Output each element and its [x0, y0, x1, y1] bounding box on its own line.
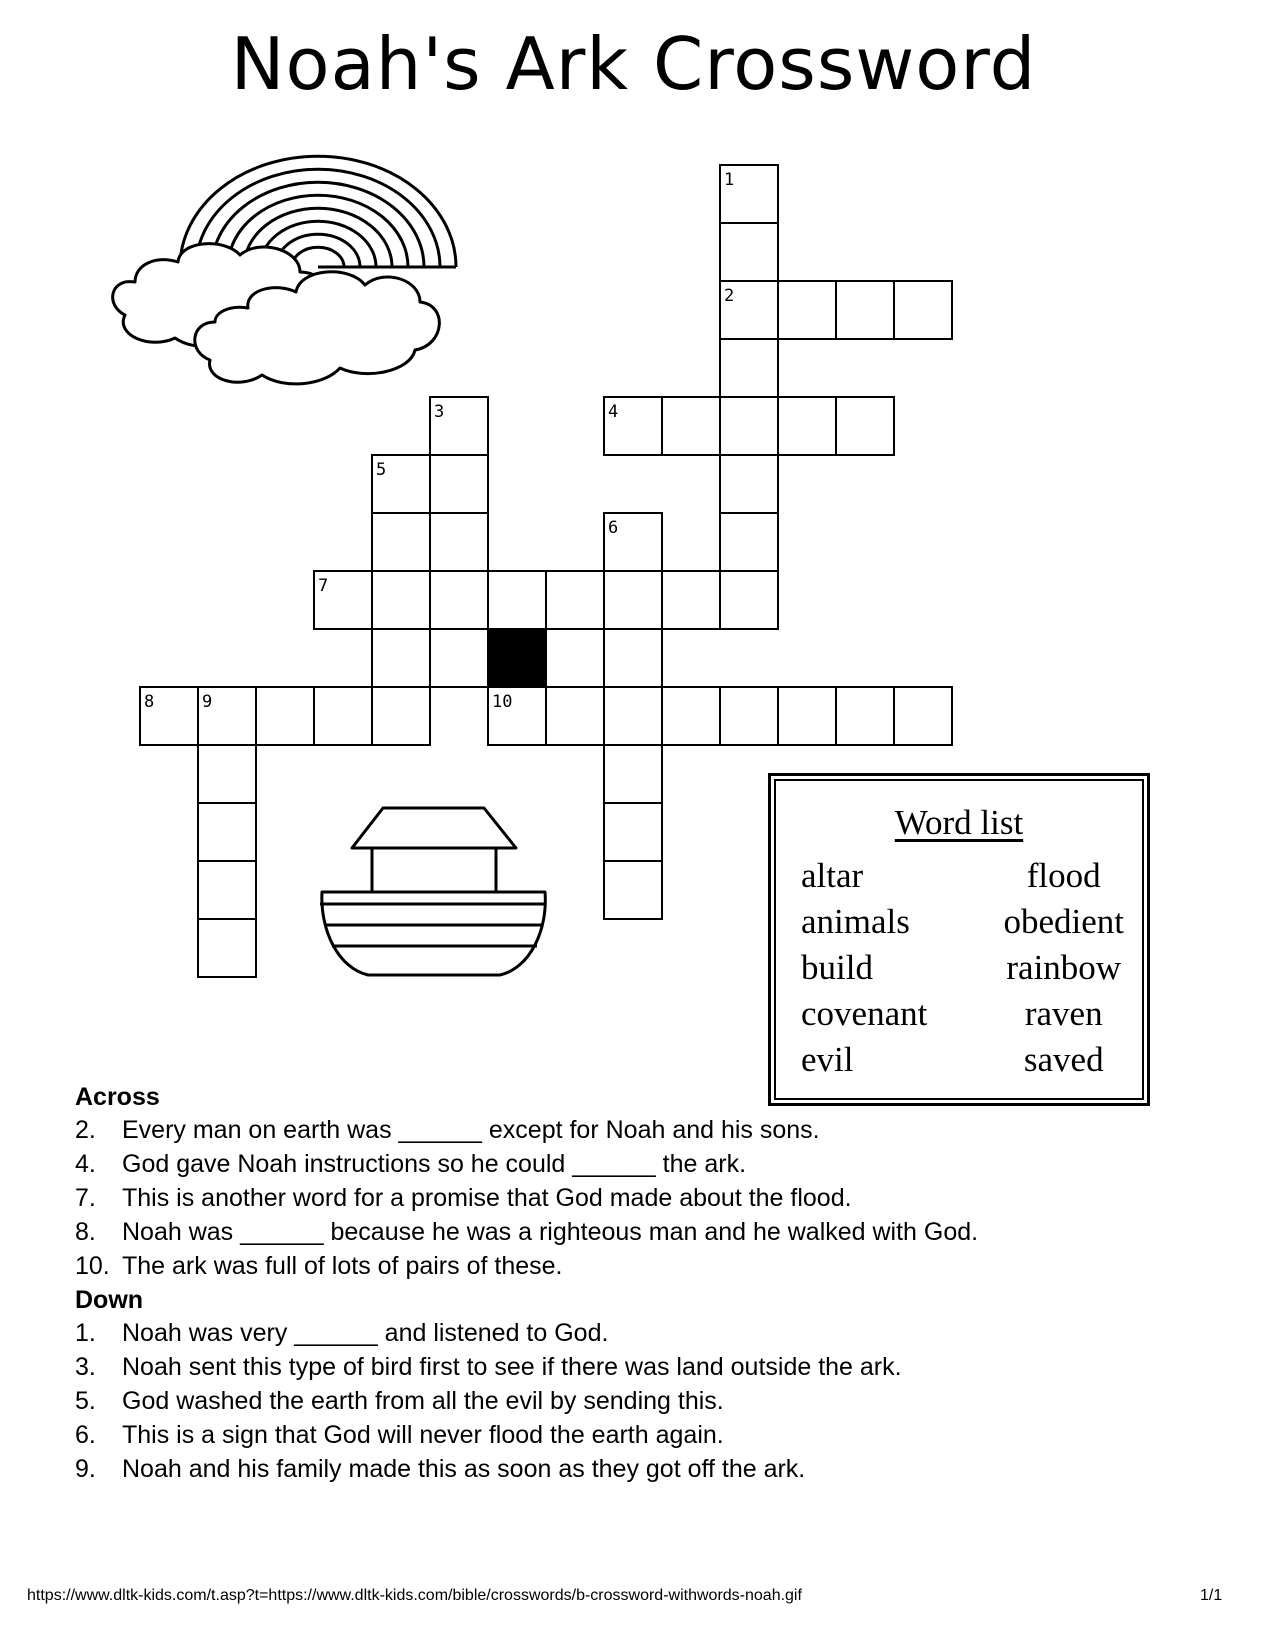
clue-number: 9. [75, 1455, 96, 1483]
clue-text: God washed the earth from all the evil by sending this. [122, 1387, 724, 1415]
clue-number: 8. [75, 1218, 96, 1246]
crossword-cell[interactable] [546, 571, 604, 629]
crossword-cell[interactable] [720, 223, 778, 281]
crossword-cell[interactable] [894, 281, 952, 339]
clue-item [75, 1215, 978, 1249]
crossword-cell[interactable] [720, 571, 778, 629]
crossword-cell[interactable] [778, 687, 836, 745]
crossword-cell[interactable] [604, 571, 662, 629]
clue-item [75, 1249, 978, 1283]
clue-item [75, 1384, 902, 1418]
crossword-cell[interactable] [198, 745, 256, 803]
across-heading: Across [75, 1083, 160, 1111]
crossword-cell[interactable] [372, 687, 430, 745]
crossword-cell[interactable] [836, 397, 894, 455]
clue-text: Noah was ______ because he was a righteous man and he walked with God. [122, 1218, 979, 1246]
crossword-cell-number: 6 [608, 518, 619, 538]
footer-page-number: 1/1 [1200, 1587, 1223, 1604]
word-list-item: evil [801, 1040, 854, 1079]
crossword-cell-number: 10 [492, 692, 513, 712]
crossword-cell[interactable] [720, 397, 778, 455]
clue-number: 6. [75, 1421, 96, 1449]
crossword-cell[interactable] [198, 919, 256, 977]
clue-text: Every man on earth was ______ except for Noah and his sons. [122, 1116, 820, 1144]
across-clues [75, 1113, 978, 1283]
crossword-cell-number: 5 [376, 460, 387, 480]
crossword-cell[interactable] [604, 629, 662, 687]
clue-item [75, 1452, 902, 1486]
clue-number: 4. [75, 1150, 96, 1178]
crossword-cell[interactable] [256, 687, 314, 745]
crossword-cell-number: 7 [318, 576, 329, 596]
clue-number: 1. [75, 1319, 96, 1347]
crossword-cell[interactable] [662, 571, 720, 629]
clue-text: Noah was very ______ and listened to God. [122, 1319, 609, 1347]
word-list-item: obedient [1003, 902, 1124, 941]
crossword-black-cell [488, 629, 546, 687]
clue-number: 10. [75, 1252, 110, 1280]
word-list-left-column [801, 853, 927, 1083]
clue-item [75, 1350, 902, 1384]
crossword-cell[interactable] [836, 281, 894, 339]
clue-number: 3. [75, 1353, 96, 1381]
crossword-cell[interactable] [894, 687, 952, 745]
crossword-cell[interactable] [430, 571, 488, 629]
crossword-cell[interactable] [604, 861, 662, 919]
crossword-cell[interactable] [604, 745, 662, 803]
word-list-box [768, 773, 1150, 1106]
crossword-cell[interactable] [430, 455, 488, 513]
down-clues [75, 1316, 902, 1486]
word-list-item: rainbow [1006, 948, 1122, 987]
crossword-cell[interactable] [778, 281, 836, 339]
clue-text: Noah and his family made this as soon as they got off the ark. [122, 1455, 806, 1483]
page-title: Noah's Ark Crossword [230, 22, 1037, 106]
crossword-cell[interactable] [372, 513, 430, 571]
word-list-right-column [1003, 853, 1124, 1083]
word-list-item: saved [1023, 1040, 1104, 1079]
crossword-cell[interactable] [198, 861, 256, 919]
word-list-item: covenant [801, 994, 928, 1033]
crossword-cell-number: 8 [144, 692, 155, 712]
crossword-cell[interactable] [720, 339, 778, 397]
crossword-cell[interactable] [198, 803, 256, 861]
clue-text: Noah sent this type of bird first to see if there was land outside the ark. [122, 1353, 902, 1381]
word-list-title: Word list [894, 803, 1024, 842]
clue-text: The ark was full of lots of pairs of these. [122, 1252, 563, 1280]
crossword-cell[interactable] [778, 397, 836, 455]
clue-item [75, 1147, 978, 1181]
word-list-item: build [801, 948, 873, 987]
crossword-cell[interactable] [488, 571, 546, 629]
crossword-cell[interactable] [662, 397, 720, 455]
clue-text: This is a sign that God will never flood the earth again. [122, 1421, 724, 1449]
crossword-cell-number: 1 [724, 170, 735, 190]
crossword-cell[interactable] [720, 513, 778, 571]
crossword-cell-number: 9 [202, 692, 213, 712]
footer-url: https://www.dltk-kids.com/t.asp?t=https://www.dltk-kids.com/bible/crosswords/b-crossword-withwords-noah.gif [27, 1587, 802, 1604]
clue-number: 2. [75, 1116, 96, 1144]
crossword-cell[interactable] [372, 629, 430, 687]
clue-item [75, 1316, 902, 1350]
crossword-cell[interactable] [546, 687, 604, 745]
clue-item [75, 1181, 978, 1215]
crossword-cell[interactable] [430, 629, 488, 687]
crossword-cell[interactable] [604, 803, 662, 861]
clue-item [75, 1418, 902, 1452]
crossword-cell[interactable] [604, 687, 662, 745]
clue-number: 7. [75, 1184, 96, 1212]
crossword-cell-number: 2 [724, 286, 735, 306]
crossword-cell[interactable] [720, 455, 778, 513]
crossword-cell[interactable] [314, 687, 372, 745]
word-list-item: raven [1024, 994, 1103, 1033]
crossword-cell[interactable] [720, 687, 778, 745]
clue-number: 5. [75, 1387, 96, 1415]
crossword-cell-number: 4 [608, 402, 619, 422]
clue-text: God gave Noah instructions so he could ______ the ark. [122, 1150, 747, 1178]
crossword-cell[interactable] [430, 513, 488, 571]
crossword-cell[interactable] [372, 571, 430, 629]
crossword-cell[interactable] [836, 687, 894, 745]
word-list-item: altar [801, 856, 864, 895]
crossword-cell-number: 3 [434, 402, 445, 422]
word-list-item: flood [1026, 856, 1101, 895]
down-heading: Down [75, 1286, 144, 1314]
clue-item [75, 1113, 978, 1147]
word-list-item: animals [801, 902, 910, 941]
crossword-cell[interactable] [662, 687, 720, 745]
clue-text: This is another word for a promise that God made about the flood. [122, 1184, 852, 1212]
